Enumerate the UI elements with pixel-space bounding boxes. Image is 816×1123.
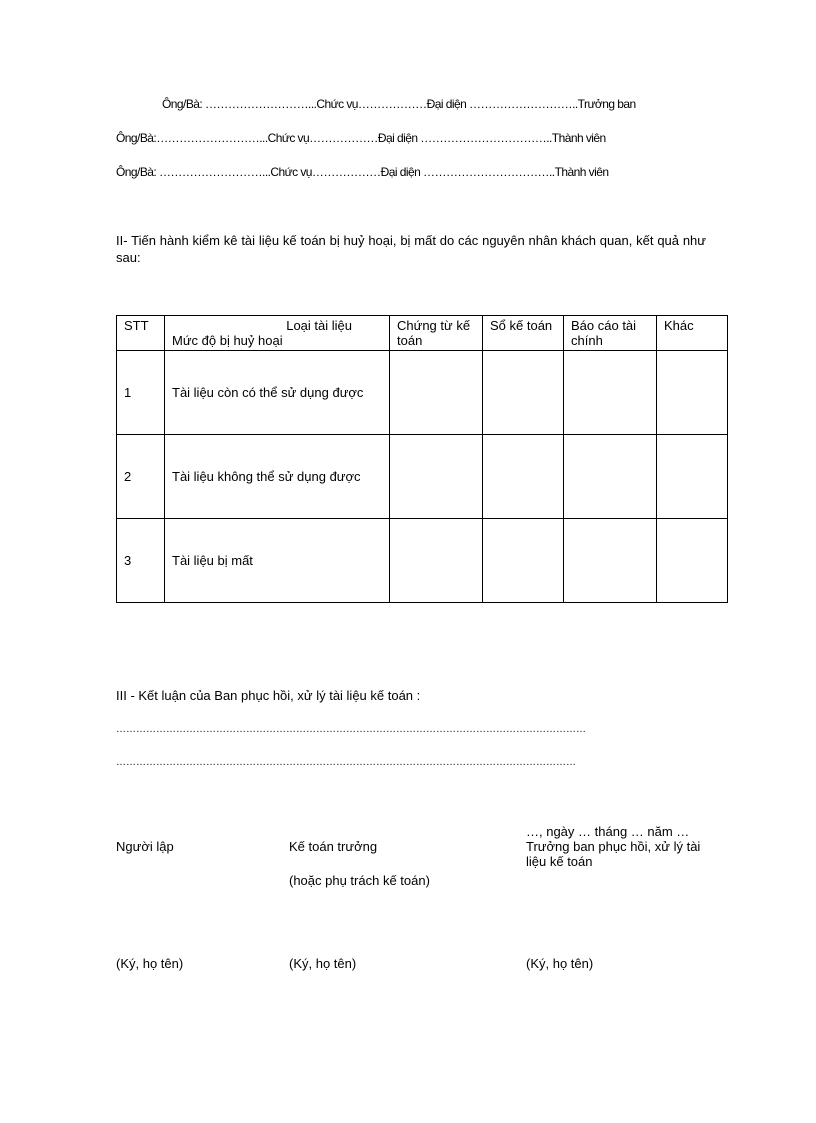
- date-line: …, ngày … tháng … năm …: [526, 824, 690, 839]
- position-dots: ………………: [357, 97, 427, 111]
- table-header-row: [117, 316, 728, 351]
- name-dots: ………………………: [202, 97, 309, 111]
- header-ledgers: Sổ kế toán: [483, 316, 564, 351]
- cell-vouchers: [390, 519, 483, 603]
- rep-dots: ………………………..: [466, 97, 578, 111]
- row-stt: 2: [117, 435, 165, 519]
- rep-label: Đại diện: [426, 97, 467, 111]
- section-3-title: III - Kết luận của Ban phục hồi, xử lý tài liệu kế toán :: [116, 688, 421, 703]
- rep-dots: ……………………………..: [417, 131, 552, 145]
- cell-reports: [564, 435, 657, 519]
- conclusion-line-2: …………………………………………………………………………………………………………………………: [116, 757, 576, 768]
- header-vouchers: Chứng từ kế toán: [390, 316, 483, 351]
- chief-accountant-sign-note: (Ký, họ tên): [289, 956, 357, 971]
- name-dots: ………………………: [156, 165, 263, 179]
- cell-reports: [564, 351, 657, 435]
- name-dots: ………………………: [156, 131, 260, 145]
- member-line-member-1: [116, 131, 606, 145]
- cell-reports: [564, 519, 657, 603]
- header-damage-level: Mức độ bị huỷ hoại: [172, 333, 283, 348]
- inventory-table: [116, 315, 728, 603]
- table-row: [117, 435, 728, 519]
- cell-other: [657, 519, 728, 603]
- cell-vouchers: [390, 351, 483, 435]
- cell-ledgers: [483, 435, 564, 519]
- row-label: Tài liệu bị mất: [165, 519, 390, 603]
- header-doc-type: Loại tài liệu: [286, 318, 352, 333]
- board-head-sign-note: (Ký, họ tên): [526, 956, 594, 971]
- conclusion-line-1: ……………………………………………………………………………………………………………………………: [116, 724, 586, 735]
- cell-ledgers: [483, 519, 564, 603]
- row-label: Tài liệu không thể sử dụng được: [165, 435, 390, 519]
- role-label: Thành viên: [551, 131, 606, 145]
- position-label: ...Chức vụ: [308, 97, 358, 111]
- header-other: Khác: [657, 316, 728, 351]
- chief-accountant-note: (hoặc phụ trách kế toán): [289, 873, 430, 888]
- member-line-member-2: [116, 165, 608, 179]
- preparer-sign-note: (Ký, họ tên): [116, 956, 184, 971]
- row-stt: 3: [117, 519, 165, 603]
- position-dots: ………………: [311, 165, 381, 179]
- rep-dots: ……………………………..: [420, 165, 555, 179]
- name-label: Ông/Bà:: [116, 131, 157, 145]
- row-label: Tài liệu còn có thể sử dụng được: [165, 351, 390, 435]
- chief-accountant-title: Kế toán trưởng: [289, 839, 378, 854]
- role-label: Trưởng ban: [577, 97, 636, 111]
- rep-label: Đại diện: [380, 165, 421, 179]
- position-label: ...Chức vụ: [259, 131, 310, 145]
- board-head-title: Trưởng ban phục hồi, xử lý tài liệu kế toán: [526, 839, 701, 869]
- header-reports: Báo cáo tài chính: [564, 316, 657, 351]
- rep-label: Đại diện: [377, 131, 418, 145]
- section-2-text: II- Tiến hành kiểm kê tài liệu kế toán bị huỷ hoại, bị mất do các nguyên nhân khách quan, kết quả như sau:: [116, 233, 706, 265]
- cell-ledgers: [483, 351, 564, 435]
- cell-vouchers: [390, 435, 483, 519]
- position-dots: ………………: [309, 131, 378, 145]
- role-label: Thành viên: [554, 165, 609, 179]
- preparer-title: Người lập: [116, 839, 174, 854]
- header-stt: STT: [117, 316, 165, 351]
- cell-other: [657, 351, 728, 435]
- name-label: Ông/Bà:: [116, 165, 157, 179]
- table-row: [117, 519, 728, 603]
- cell-other: [657, 435, 728, 519]
- member-line-head: [162, 97, 636, 111]
- table-row: [117, 351, 728, 435]
- name-label: Ông/Bà:: [162, 97, 203, 111]
- row-stt: 1: [117, 351, 165, 435]
- header-diagonal-cell: [165, 316, 390, 351]
- position-label: ...Chức vụ: [262, 165, 312, 179]
